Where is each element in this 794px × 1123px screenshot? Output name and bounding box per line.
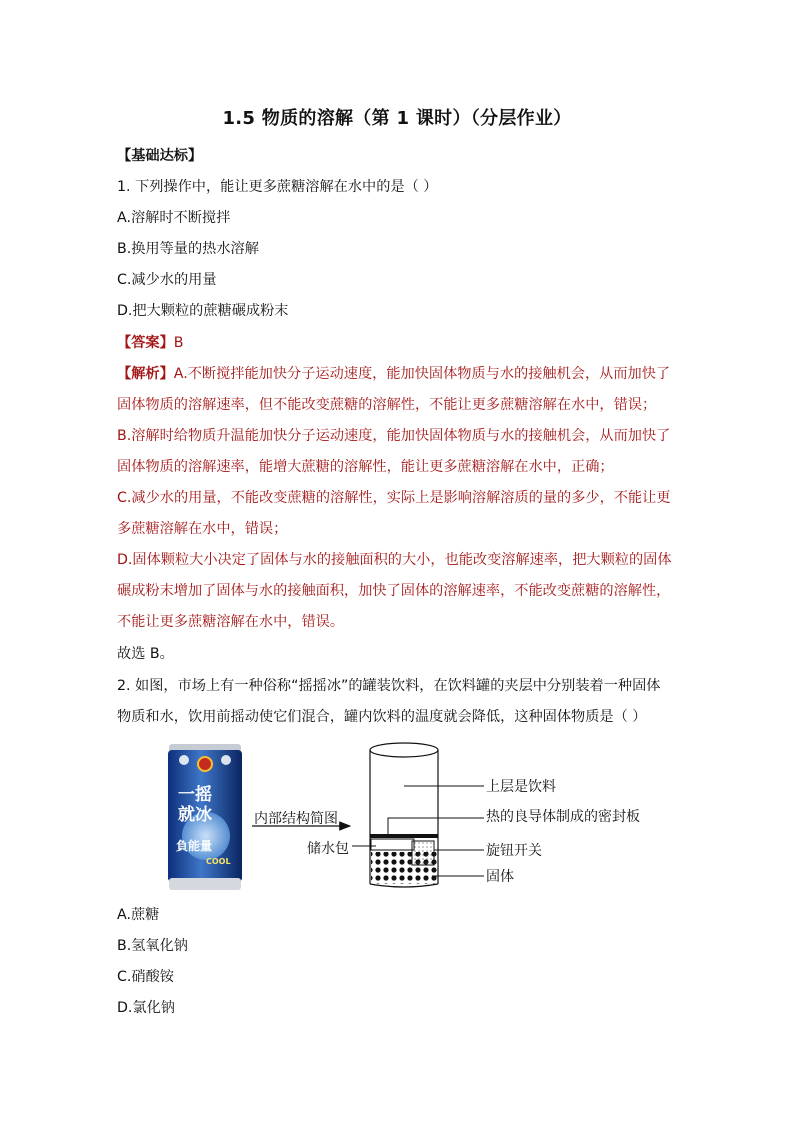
q2-figure <box>166 738 640 898</box>
q1-analysis-line-8: 碾成粉末增加了固体与水的接触面积，加快了固体的溶解速率，不能改变蔗糖的溶解性， <box>117 583 671 599</box>
diagram-caption: 内部结构简图 <box>254 811 338 827</box>
can-text-4: COOL <box>206 857 231 866</box>
q1-stem: 1. 下列操作中，能让更多蔗糖溶解在水中的是（ ） <box>117 179 438 195</box>
q1-analysis-line-7: D.固体颗粒大小决定了固体与水的接触面积的大小，也能改变溶解速率，把大颗粒的固体 <box>117 552 672 568</box>
water-bag-label: 储水包 <box>307 841 349 857</box>
answer-tag: 【答案】 <box>117 335 174 351</box>
switch-box <box>412 841 434 865</box>
q2-stem-line-2: 物质和水，饮用前摇动使它们混合，罐内饮料的温度就会降低，这种固体物质是（ ） <box>117 709 647 725</box>
q1-analysis-line-3: B.溶解时给物质升温能加快分子运动速度，能加快固体物质与水的接触机会，从而加快了 <box>117 428 671 444</box>
q2-option-b: B.氢氧化钠 <box>117 938 188 954</box>
q1-analysis-line-1 <box>117 364 670 384</box>
q1-analysis-line-6: 多蔗糖溶解在水中，错误； <box>117 521 288 537</box>
section-heading: 【基础达标】 <box>117 148 203 164</box>
q2-option-d: D.氯化钠 <box>117 1000 175 1016</box>
answer-value: B <box>173 335 184 351</box>
q1-analysis-line-2: 固体物质的溶解速率，但不能改变蔗糖的溶解性，不能让更多蔗糖溶解在水中，错误； <box>117 397 657 413</box>
q1-analysis-line-5: C.减少水的用量，不能改变蔗糖的溶解性，实际上是影响溶解溶质的量的多少，不能让更 <box>117 490 671 506</box>
page-title: 1.5 物质的溶解（第 1 课时）（分层作业） <box>222 108 572 129</box>
analysis-tag: 【解析】 <box>117 366 174 382</box>
q1-option-a: A.溶解时不断搅拌 <box>117 210 231 226</box>
q1-analysis-line-9: 不能让更多蔗糖溶解在水中，错误。 <box>117 614 345 630</box>
analysis-text: A.不断搅拌能加快分子运动速度，能加快固体物质与水的接触机会，从而加快了 <box>173 366 671 382</box>
q2-option-c: C.硝酸铵 <box>117 969 174 985</box>
q2-option-a: A.蔗糖 <box>117 907 160 923</box>
can-text-2: 就冰 <box>178 805 212 825</box>
q2-stem-line-1: 2. 如图，市场上有一种俗称“摇摇冰”的罐装饮料，在饮料罐的夹层中分别装着一种固体 <box>117 678 661 694</box>
q1-conclusion: 故选 B。 <box>117 646 174 662</box>
switch-label: 旋钮开关 <box>486 843 542 859</box>
q1-option-c: C.减少水的用量 <box>117 272 217 288</box>
sealing-plate-label: 热的良导体制成的密封板 <box>486 809 640 825</box>
drink-layer-label: 上层是饮料 <box>486 779 556 795</box>
solid-label: 固体 <box>486 869 514 885</box>
q1-option-b: B.换用等量的热水溶解 <box>117 241 259 257</box>
cylinder-top <box>370 743 438 757</box>
can-text-1: 一摇 <box>178 785 212 805</box>
sealing-plate <box>370 834 438 838</box>
q1-analysis-line-4: 固体物质的溶解速率，能增大蔗糖的溶解性，能让更多蔗糖溶解在水中，正确； <box>117 459 614 475</box>
q1-answer <box>117 333 184 353</box>
q1-option-d: D.把大颗粒的蔗糖碾成粉末 <box>117 303 289 319</box>
can-text-3: 負能量 <box>176 839 213 853</box>
